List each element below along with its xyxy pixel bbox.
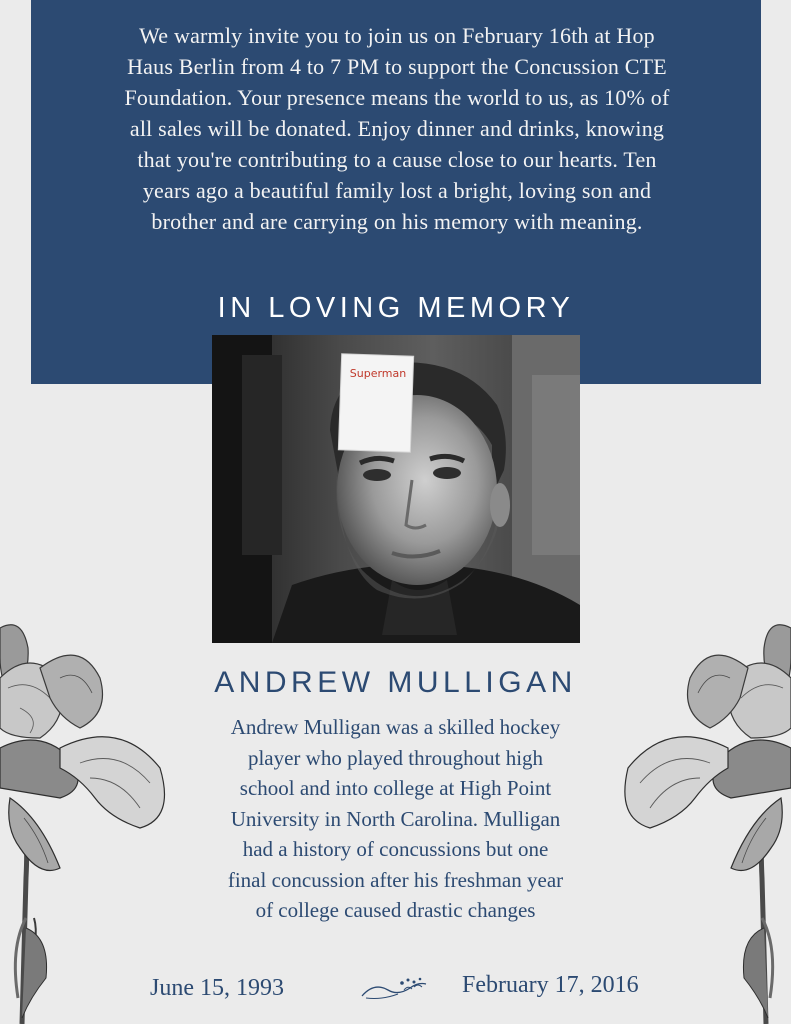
memorial-portrait: [212, 335, 580, 643]
bio-line: school and into college at High Point: [239, 776, 552, 800]
bio-line: Andrew Mulligan was a skilled hockey: [230, 715, 561, 739]
invitation-line: years ago a beautiful family lost a bright, loving son and: [142, 178, 652, 203]
portrait-photo: [212, 335, 580, 643]
bio-line: University in North Carolina. Mulligan: [230, 806, 561, 831]
birth-date: June 15, 1993: [150, 975, 284, 1001]
floral-flourish-icon: [358, 974, 430, 1004]
iris-flower-left-icon: [0, 618, 175, 1024]
iris-flower-right-icon: [618, 618, 791, 1024]
invitation-line: We warmly invite you to join us on February 16th at Hop: [139, 23, 655, 48]
memorial-name: ANDREW MULLIGAN: [214, 666, 577, 699]
invitation-text: [52, 20, 742, 237]
memorial-bio: [160, 712, 631, 926]
invitation-line: all sales will be donated. Enjoy dinner and drinks, knowing: [129, 116, 665, 141]
invitation-line: Foundation. Your presence means the world to us, as 10% of: [124, 85, 670, 110]
superman-note-text: Superman: [349, 367, 407, 380]
bio-line: final concussion after his freshman year: [227, 867, 564, 892]
invitation-line: Haus Berlin from 4 to 7 PM to support the Concussion CTE: [127, 54, 667, 79]
memorial-heading: IN LOVING MEMORY: [217, 292, 575, 324]
bio-line: player who played throughout high: [247, 745, 544, 770]
invitation-line: that you're contributing to a cause close to our hearts. Ten: [137, 147, 657, 172]
bio-line: had a history of concussions but one: [242, 837, 549, 861]
invitation-line: brother and are carrying on his memory with meaning.: [151, 209, 643, 234]
superman-note: [338, 354, 413, 452]
bio-line: of college caused drastic changes: [255, 898, 536, 922]
death-date: February 17, 2016: [462, 972, 639, 998]
